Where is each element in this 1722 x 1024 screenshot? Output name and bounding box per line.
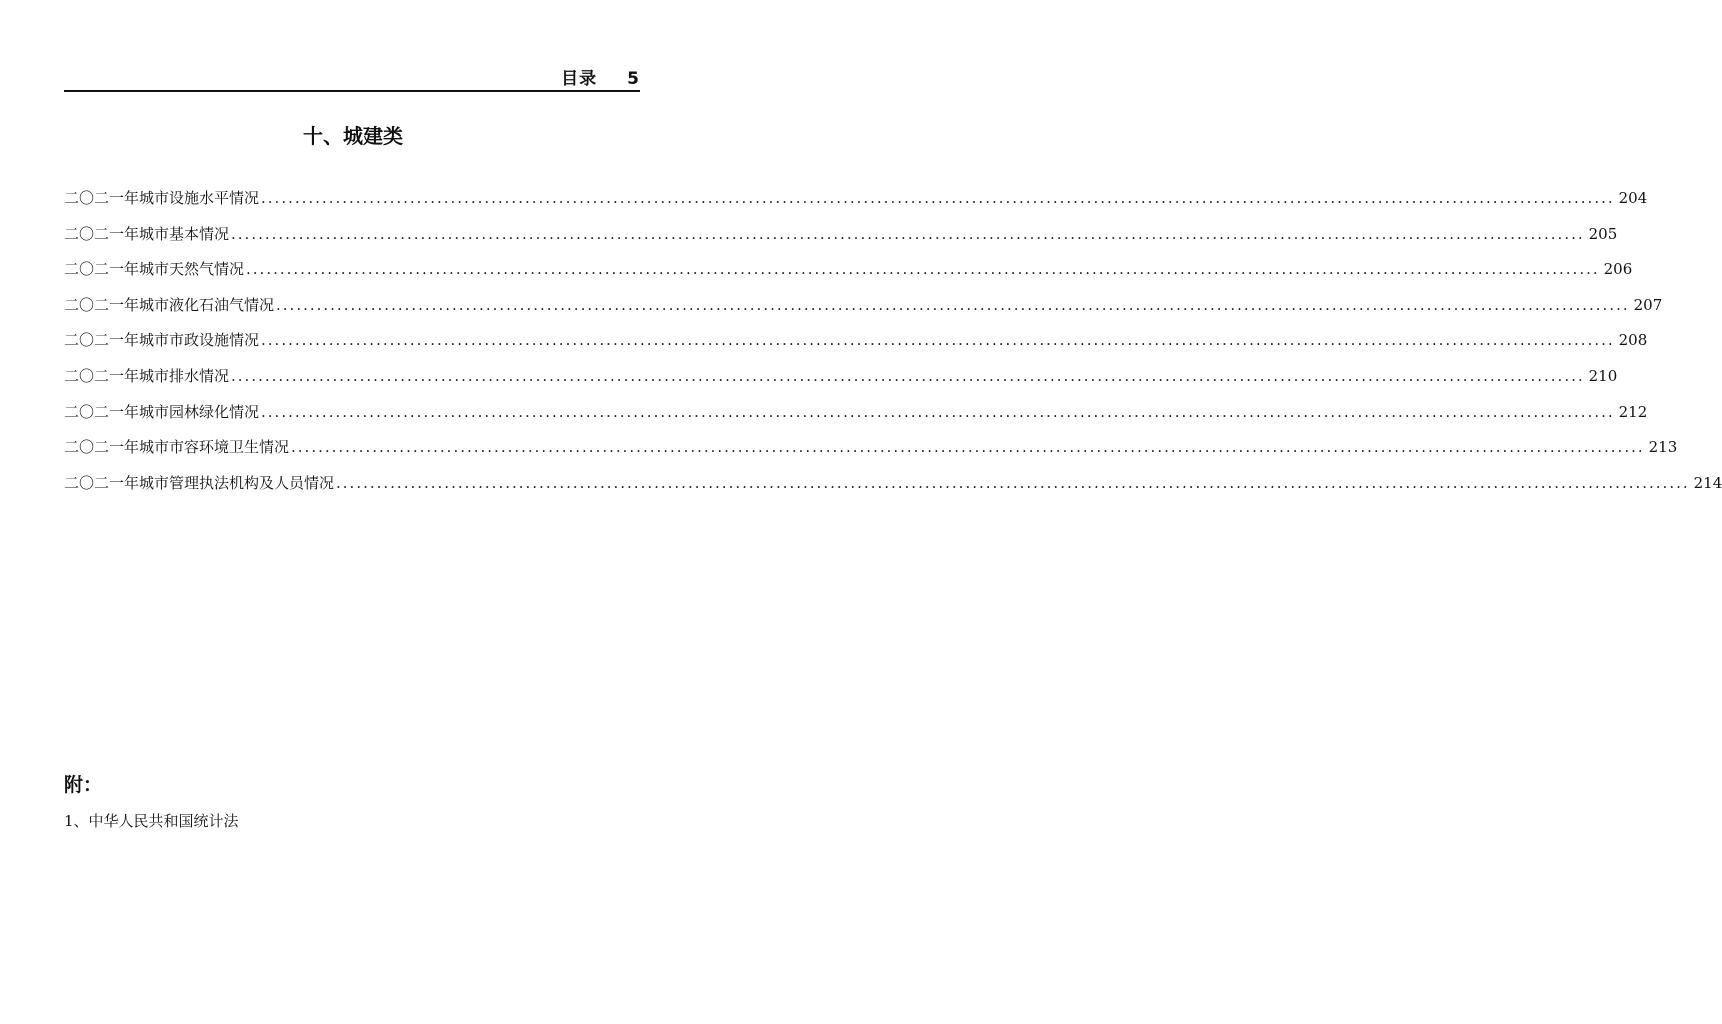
toc-entry-page: 214: [1693, 473, 1722, 492]
toc-entry-label: 二〇二一年城市天然气情况: [64, 260, 245, 279]
toc-entry-page: 207: [1633, 295, 1663, 314]
toc-dot-leader: ........................................................................................................................................................................................................: [246, 260, 1600, 279]
toc-entry[interactable]: [64, 469, 1722, 505]
toc-entry-page: 208: [1618, 331, 1648, 350]
toc-entry[interactable]: [64, 184, 1648, 220]
toc-entry-page: 205: [1588, 224, 1618, 243]
header-page-number: 5: [627, 69, 640, 89]
toc-entry-label: 二〇二一年城市市政设施情况: [64, 331, 260, 350]
toc-entry[interactable]: [64, 220, 1618, 256]
header-text: [561, 68, 640, 90]
toc-entry[interactable]: [64, 326, 1648, 362]
toc-entry[interactable]: [64, 255, 1633, 291]
toc-dot-leader: ........................................................................................................................................................................................................: [261, 402, 1615, 421]
toc-entry-label: 二〇二一年城市设施水平情况: [64, 189, 260, 207]
toc-entry-label: 二〇二一年城市园林绿化情况: [64, 402, 260, 421]
toc-entry-label: 二〇二一年城市基本情况: [64, 224, 230, 243]
appendix-title: 附：: [64, 774, 103, 796]
header-label: 目录: [561, 69, 598, 89]
toc-entry-label: 二〇二一年城市市容环境卫生情况: [64, 438, 290, 457]
toc-dot-leader: ........................................................................................................................................................................................................: [291, 438, 1645, 457]
toc-dot-leader: ........................................................................................................................................................................................................: [261, 189, 1615, 207]
toc-dot-leader: ........................................................................................................................................................................................................: [276, 295, 1630, 314]
toc-entry[interactable]: [64, 398, 1648, 434]
toc-entry[interactable]: [64, 433, 1678, 469]
toc-entry-label: 二〇二一年城市液化石油气情况: [64, 295, 275, 314]
section-title: 十、城建类: [303, 124, 403, 148]
toc-entry-page: 206: [1603, 260, 1633, 279]
toc-entry[interactable]: [64, 291, 1663, 327]
toc-dot-leader: ........................................................................................................................................................................................................: [336, 473, 1690, 492]
toc-dot-leader: ........................................................................................................................................................................................................: [261, 331, 1615, 350]
toc-entry-label: 二〇二一年城市排水情况: [64, 366, 230, 385]
toc-entry-page: 212: [1618, 402, 1648, 421]
toc-entry-page: 213: [1648, 438, 1678, 457]
toc-dot-leader: ........................................................................................................................................................................................................: [231, 366, 1585, 385]
toc-entry[interactable]: [64, 362, 1618, 398]
toc-dot-leader: ........................................................................................................................................................................................................: [231, 224, 1585, 243]
toc-entry-page: 204: [1618, 189, 1648, 207]
toc-list: [64, 184, 1722, 504]
toc-entry-page: 210: [1588, 366, 1618, 385]
toc-entry-label: 二〇二一年城市管理执法机构及人员情况: [64, 473, 335, 492]
appendix-item[interactable]: 1、中华人民共和国统计法: [64, 812, 239, 830]
page-header: [64, 68, 640, 92]
